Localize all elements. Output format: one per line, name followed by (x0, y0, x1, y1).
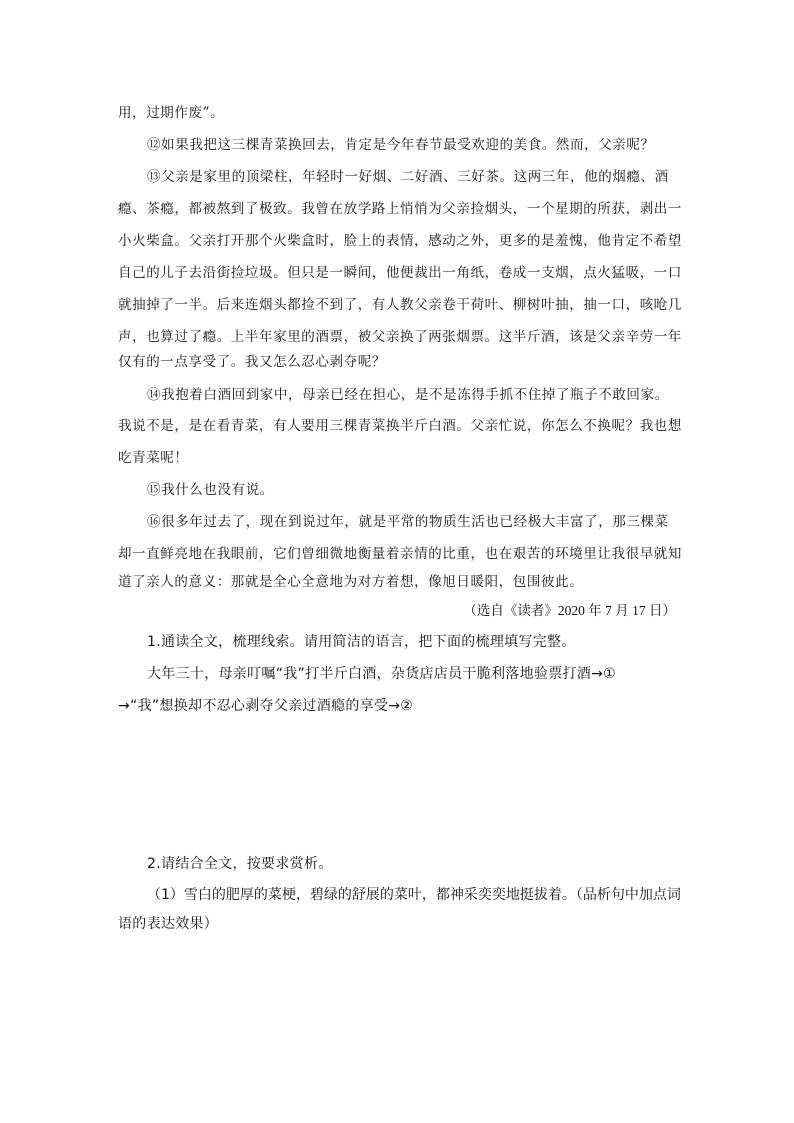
passage-line: 却一直鲜亮地在我眼前，它们曾细微地衡量着亲情的比重，也在艰苦的环境里让我很早就知 (118, 546, 682, 562)
question-2: 2.请结合全文，按要求赏析。 (147, 856, 333, 872)
question-1-clue-line: →“我”想换却不忍心剥夺父亲过酒瘾的享受→② (118, 698, 414, 714)
passage-line: 吃青菜呢！ (118, 450, 189, 466)
paragraph-15: ⑮我什么也没有说。 (147, 482, 274, 498)
passage-line: 我说不是，是在看青菜，有人要用三棵青菜换半斤白酒。父亲忙说，你怎么不换呢？我也想 (118, 418, 682, 434)
source-citation: （选自《读者》2020 年 7 月 17 日） (463, 603, 676, 618)
paragraph-14: ⑭我抱着白酒回到家中，母亲已经在担心，是不是冻得手抓不住掉了瓶子不敢回家。 (147, 387, 669, 403)
passage-line: 声，也算过了瘾。上半年家里的酒票，被父亲换了两张烟票。这半斤酒，该是父亲辛劳一年 (118, 329, 682, 345)
passage-line: 小火柴盒。父亲打开那个火柴盒时，脸上的表情，感动之外，更多的是羞愧，他肯定不希望 (118, 233, 682, 249)
paragraph-13: ⑬父亲是家里的顶梁柱，年轻时一好烟、二好酒、三好茶。这两三年，他的烟瘾、酒 (147, 169, 669, 185)
question-1-clue-line: 大年三十，母亲叮嘱“我”打半斤白酒，杂货店店员干脆利落地验票打酒→① (147, 666, 616, 682)
passage-line: 仅有的一点享受了。我又怎么忍心剥夺呢？ (118, 354, 386, 370)
paragraph-12: ⑫如果我把这三棵青菜换回去，肯定是今年春节最受欢迎的美食。然而，父亲呢？ (147, 137, 655, 153)
passage-line: 瘾、茶瘾，都被熬到了极致。我曾在放学路上悄悄为父亲捡烟头，一个星期的所获，剥出一 (118, 201, 682, 217)
question-1: 1.通读全文，梳理线索。请用简洁的语言，把下面的梳理填写完整。 (147, 634, 576, 650)
passage-line: 道了亲人的意义：那就是全心全意地为对方着想，像旭日暖阳，包围彼此。 (118, 574, 584, 590)
passage-line: 用，过期作废”。 (118, 105, 225, 121)
passage-line: 就抽掉了一半。后来连烟头都捡不到了，有人教父亲卷干荷叶、柳树叶抽，抽一口，咳呛几 (118, 297, 682, 313)
question-2-sub-1: （1）雪白的肥厚的菜梗，碧绿的舒展的菜叶，都神采奕奕地挺拔着。（品析句中加点词 (147, 887, 681, 903)
paragraph-16: ⑯很多年过去了，现在到说过年，就是平常的物质生活也已经极大丰富了，那三棵菜 (147, 514, 669, 530)
question-2-sub-1-cont: 语的表达效果） (118, 916, 219, 932)
passage-line: 自己的儿子去沿街捡垃圾。但只是一瞬间，他便裁出一角纸，卷成一支烟，点火猛吸，一口 (118, 265, 682, 281)
